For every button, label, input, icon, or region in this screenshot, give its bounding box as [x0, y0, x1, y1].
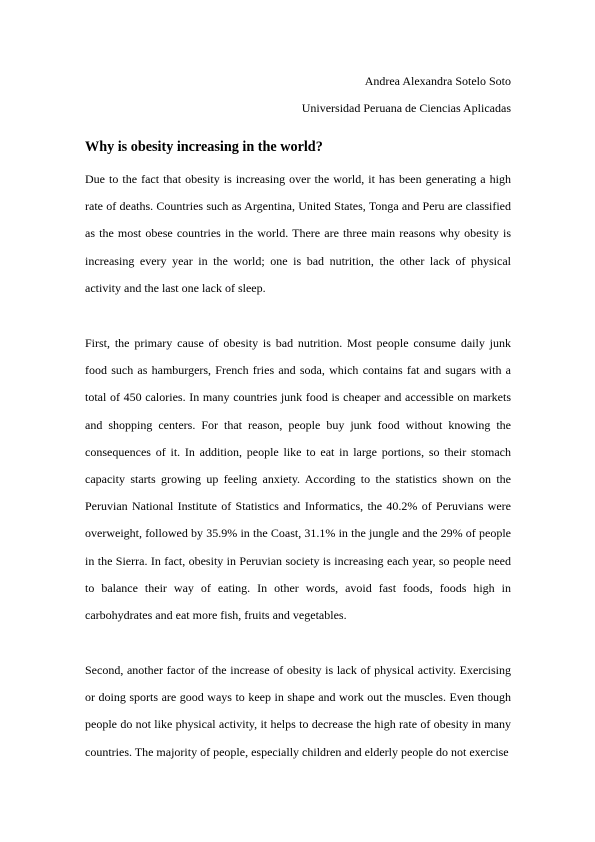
essay-title: Why is obesity increasing in the world?: [85, 139, 323, 155]
author-block: [302, 68, 511, 122]
paragraph-physical-activity: Second, another factor of the increase of obesity is lack of physical activity. Exercising or doing sports are good ways to keep in shape and work out the muscles. Even though people do not like physical activity, it helps to decrease the high rate of obesity in many countries. The majority of people, especially children and elderly people do not exercise: [85, 663, 511, 759]
paragraph-intro: Due to the fact that obesity is increasing over the world, it has been generating a high rate of deaths. Countries such as Argentina, United States, Tonga and Peru are classified as the most obese countries in the world. There are three main reasons why obesity is increasing every year in the world; one is bad nutrition, the other lack of physical activity and the last one lack of sleep.: [85, 172, 511, 295]
paragraph-nutrition: First, the primary cause of obesity is bad nutrition. Most people consume daily junk food such as hamburgers, French fries and soda, which contains fat and sugars with a total of 450 calories. In many countries junk food is cheaper and accessible on markets and shopping centers. For that reason, people buy junk food without knowing the consequences of it. In addition, people like to eat in large portions, so their stomach capacity starts growing up feeling anxiety. According to the statistics shown on the Peruvian National Institute of Statistics and Informatics, the 40.2% of Peruvians were overweight, followed by 35.9% in the Coast, 31.1% in the jungle and the 29% of people in the Sierra. In fact, obesity in Peruvian society is increasing each year, so people need to balance their way of eating. In other words, avoid fast foods, foods high in carbohydrates and eat more fish, fruits and vegetables.: [85, 336, 511, 623]
institution-name: Universidad Peruana de Ciencias Aplicadas: [301, 101, 511, 115]
author-name: Andrea Alexandra Sotelo Soto: [364, 74, 511, 88]
